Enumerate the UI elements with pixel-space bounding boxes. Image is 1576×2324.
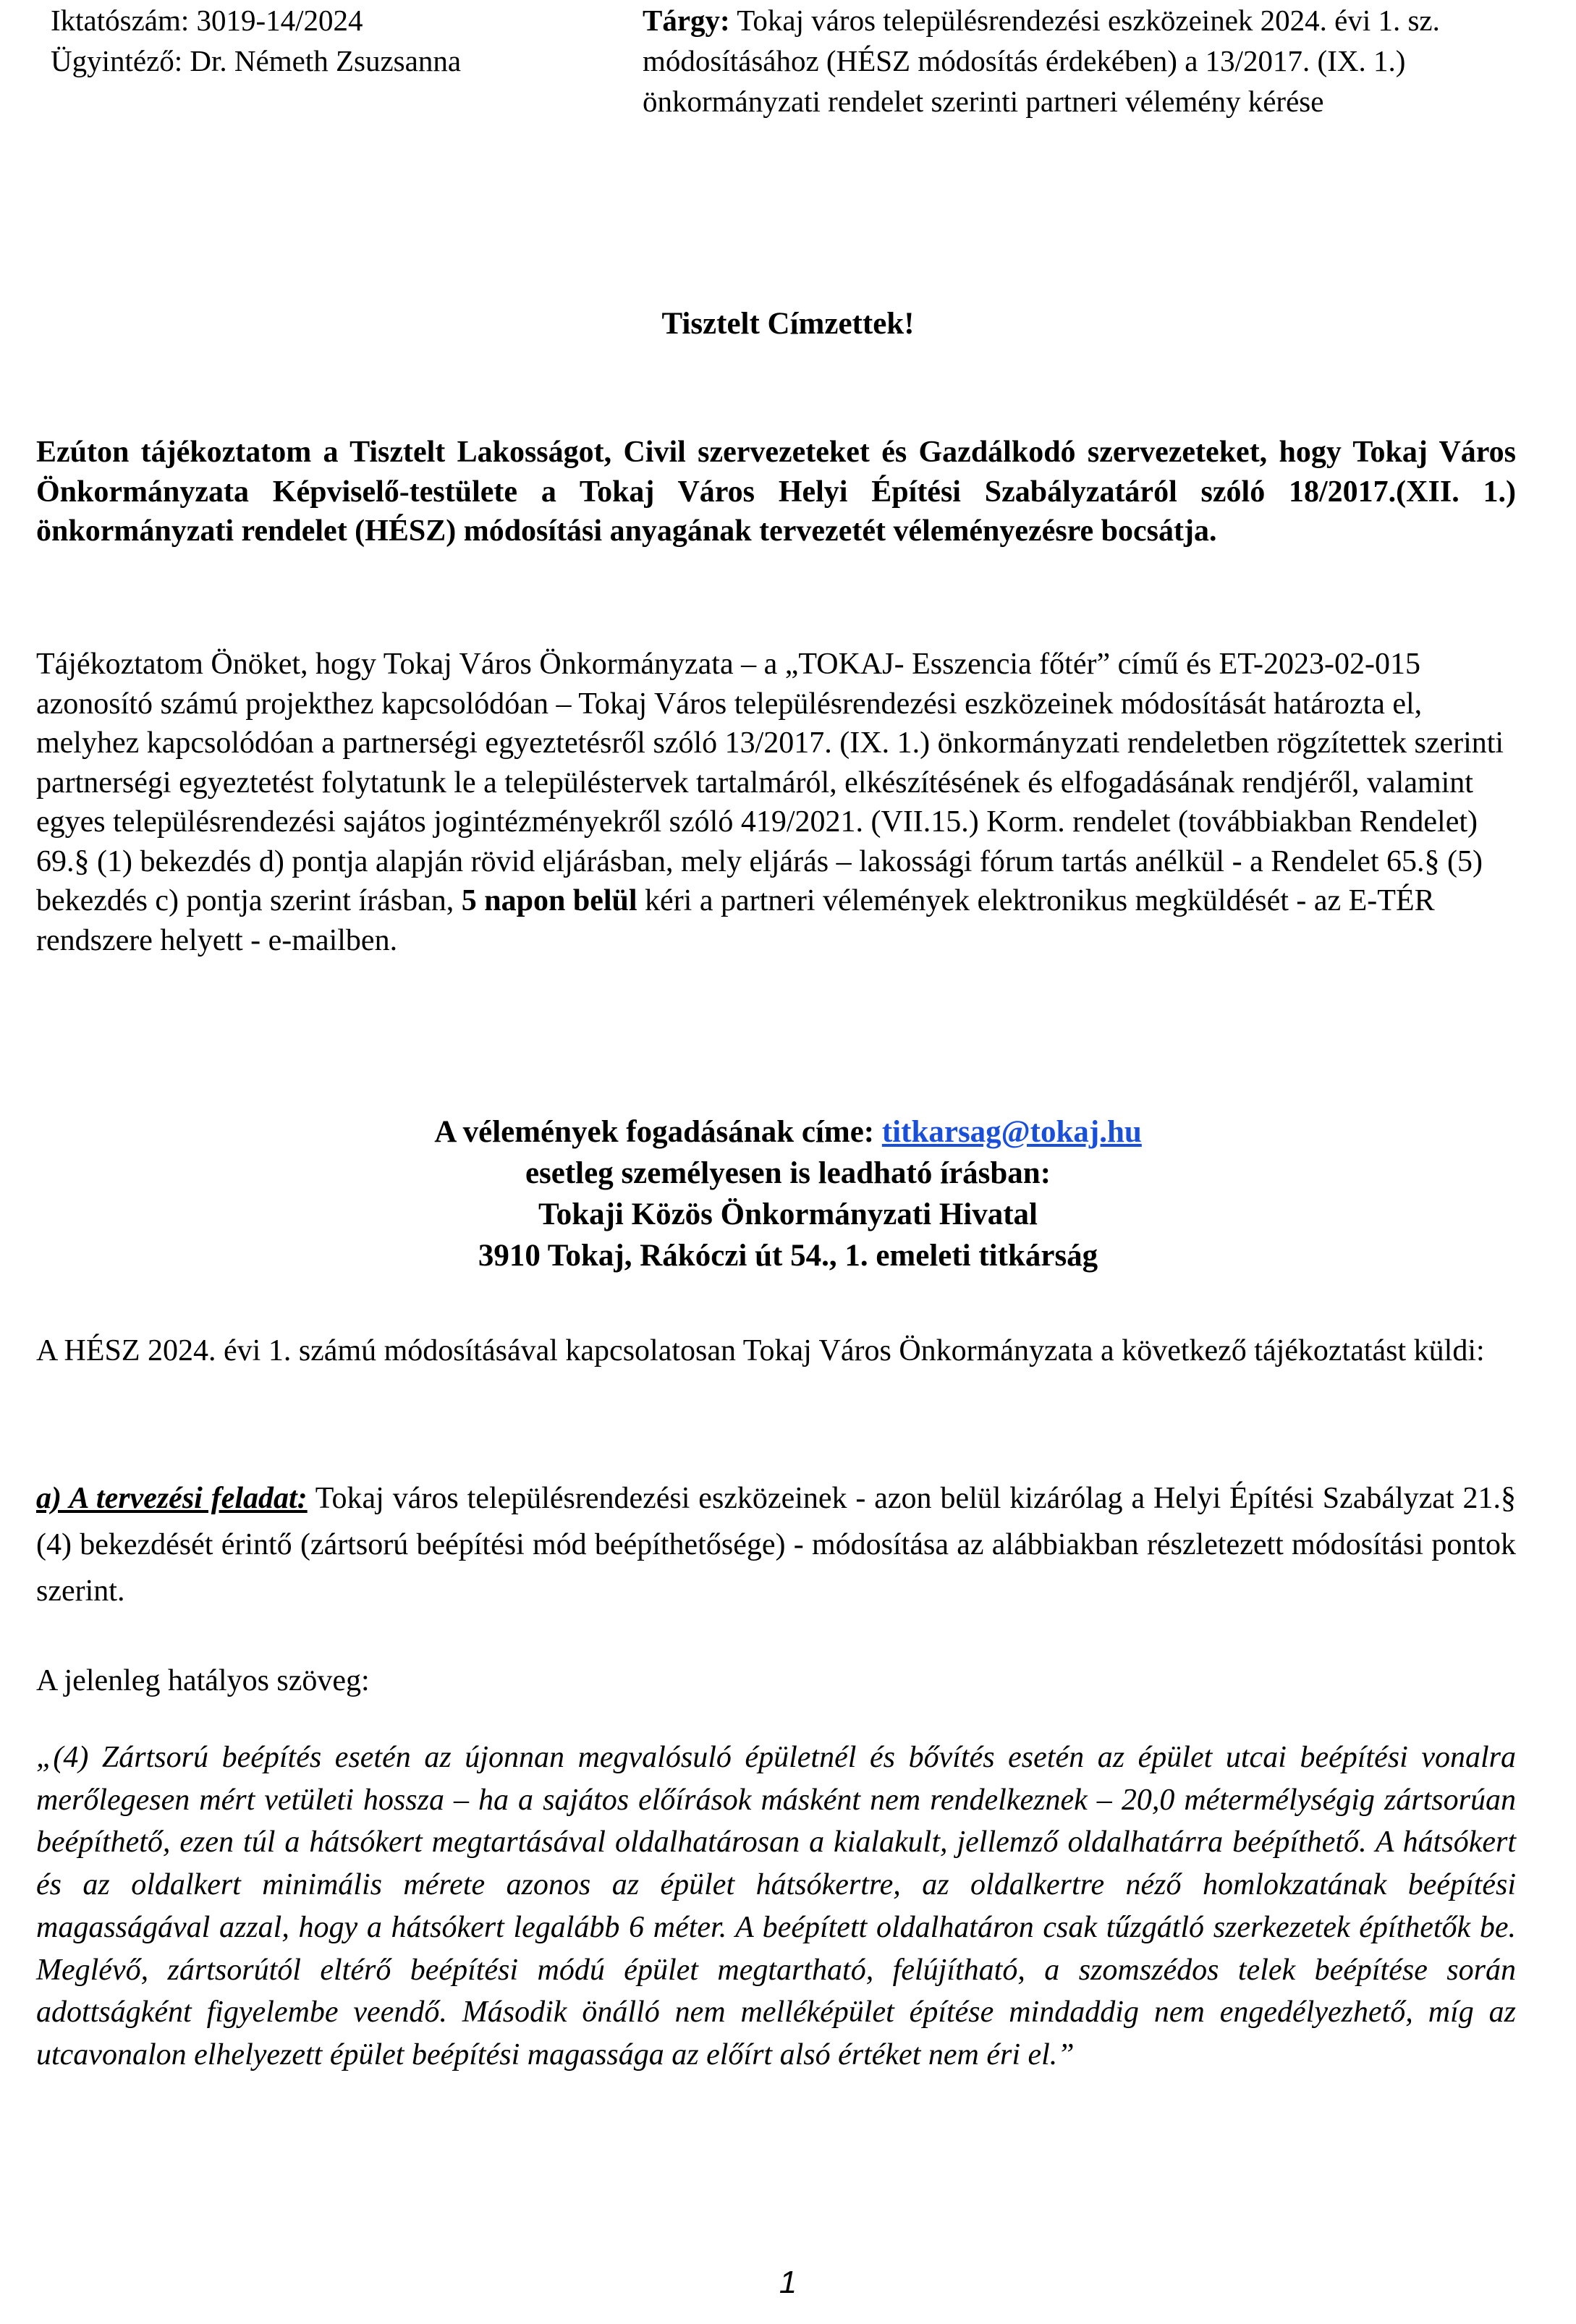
header-left — [51, 0, 572, 81]
contact-line-3: Tokaji Közös Önkormányzati Hivatal — [538, 1197, 1038, 1231]
quoted-regulation: „(4) Zártsorú beépítés esetén az újonnan megvalósuló épületnél és bővítés esetén az épület utcai beépítési vonalra merőlegesen mért vetületi hossza – ha a sajátos előírások másként nem rendelkeznek – 20,0 métermélységig zártsorúan beépíthető, ezen túl a hátsókert megtartásával oldalhatárosan a kialakult, jellemző oldalhatárra beépíthető. A hátsókert és az oldalkert minimális mérete azonos az épület hátsókertre, az oldalkertre néző homlokzatának beépítési magasságával azzal, hogy a hátsókert legalább 6 méter. A beépített oldalhatáron csak tűzgátló szerkezetek építhetők be. Meglévő, zártsorútól eltérő beépítési módú épület megtartható, felújítható, a szomszédos telek beépítése során adottságként figyelembe veendő. Második önálló nem melléképület építése mindaddig nem engedélyezhető, míg az utcavonalon elhelyezett épület beépítési magassága az előírt alsó értéket nem éri el.” — [36, 1741, 1516, 2071]
current-text-heading: A jelenleg hatályos szöveg: — [36, 1664, 370, 1697]
administrator: Ügyintéző: Dr. Németh Zsuzsanna — [51, 44, 462, 77]
email-link[interactable]: titkarsag@tokaj.hu — [881, 1115, 1142, 1149]
info-text-before: Tájékoztatom Önöket, hogy Tokaj Város Önkormányzata – a „TOKAJ- Esszencia főtér” című és ET-2023-02-015 azonosító számú projekthez kapcsolódóan – Tokaj Város településrendezési eszközeinek módosítását határozta el, melyhez kapcsolódóan a partnerségi egyeztetésről szóló 13/2017. (IX. 1.) önkormányzati rendeletben rögzítettek szerinti partnerségi egyeztetést folytatunk le a településtervek tartalmáról, elkészítésének és elfogadásának rendjéről, valamint egyes településrendezési sajátos jogintézményekről szóló 419/2021. (VII.15.) Korm. rendelet (továbbiakban Rendelet) 69.§ (1) bekezdés d) pontja alapján rövid eljárásban, mely eljárás – lakossági fórum tartás anélkül - a Rendelet 65.§ (5) bekezdés c) pontja szerint írásban, — [36, 648, 1504, 917]
intro-paragraph: Ezúton tájékoztatom a Tisztelt Lakosságot, Civil szervezeteket és Gazdálkodó szervezeteket, hogy Tokaj Város Önkormányzata Képviselő-testülete a Tokaj Város Helyi Építési Szabályzatáról szóló 18/2017.(XII. 1.) önkormányzati rendelet (HÉSZ) módosítási anyagának tervezetét véleményezésre bocsátja. — [36, 436, 1516, 548]
contact-line-2: esetleg személyesen is leadható írásban: — [525, 1156, 1051, 1190]
info-text-after: kéri a partneri vélemények elektronikus megküldését - az E-TÉR rendszere helyett - e-mailben. — [36, 884, 1435, 957]
subject-label: Tárgy: — [643, 4, 730, 37]
task-text: Tokaj város településrendezési eszközeinek - azon belül kizárólag a Helyi Építési Szabályzat 21.§ (4) bekezdését érintő (zártsorú beépítési mód beépíthetősége) - módosítása az alábbiakban részletezett módosítási pontok szerint. — [36, 1482, 1516, 1608]
subject-text: Tokaj város településrendezési eszközeinek 2024. évi 1. sz. módosításához (HÉSZ módosítás érdekében) a 13/2017. (IX. 1.) önkormányzati rendelet szerinti partneri vélemény kérése — [643, 4, 1440, 118]
task-label: a) A tervezési feladat: — [36, 1482, 308, 1515]
info-paragraph — [36, 645, 1516, 960]
contact-block — [0, 1111, 1576, 1276]
filing-number: Iktatószám: 3019-14/2024 — [51, 4, 363, 37]
contact-label: A vélemények fogadásának címe: — [434, 1115, 882, 1149]
contact-line-4: 3910 Tokaj, Rákóczi út 54., 1. emeleti titkárság — [478, 1239, 1098, 1273]
task-paragraph — [36, 1475, 1516, 1614]
salutation: Tisztelt Címzettek! — [661, 307, 915, 341]
deadline-text: 5 napon belül — [461, 884, 637, 917]
subject-block — [643, 0, 1507, 122]
notice-paragraph: A HÉSZ 2024. évi 1. számú módosításával kapcsolatosan Tokaj Város Önkormányzata a következő tájékoztatást küldi: — [36, 1334, 1485, 1367]
page-number: 1 — [779, 2265, 797, 2300]
contact-line-1 — [0, 1111, 1576, 1153]
